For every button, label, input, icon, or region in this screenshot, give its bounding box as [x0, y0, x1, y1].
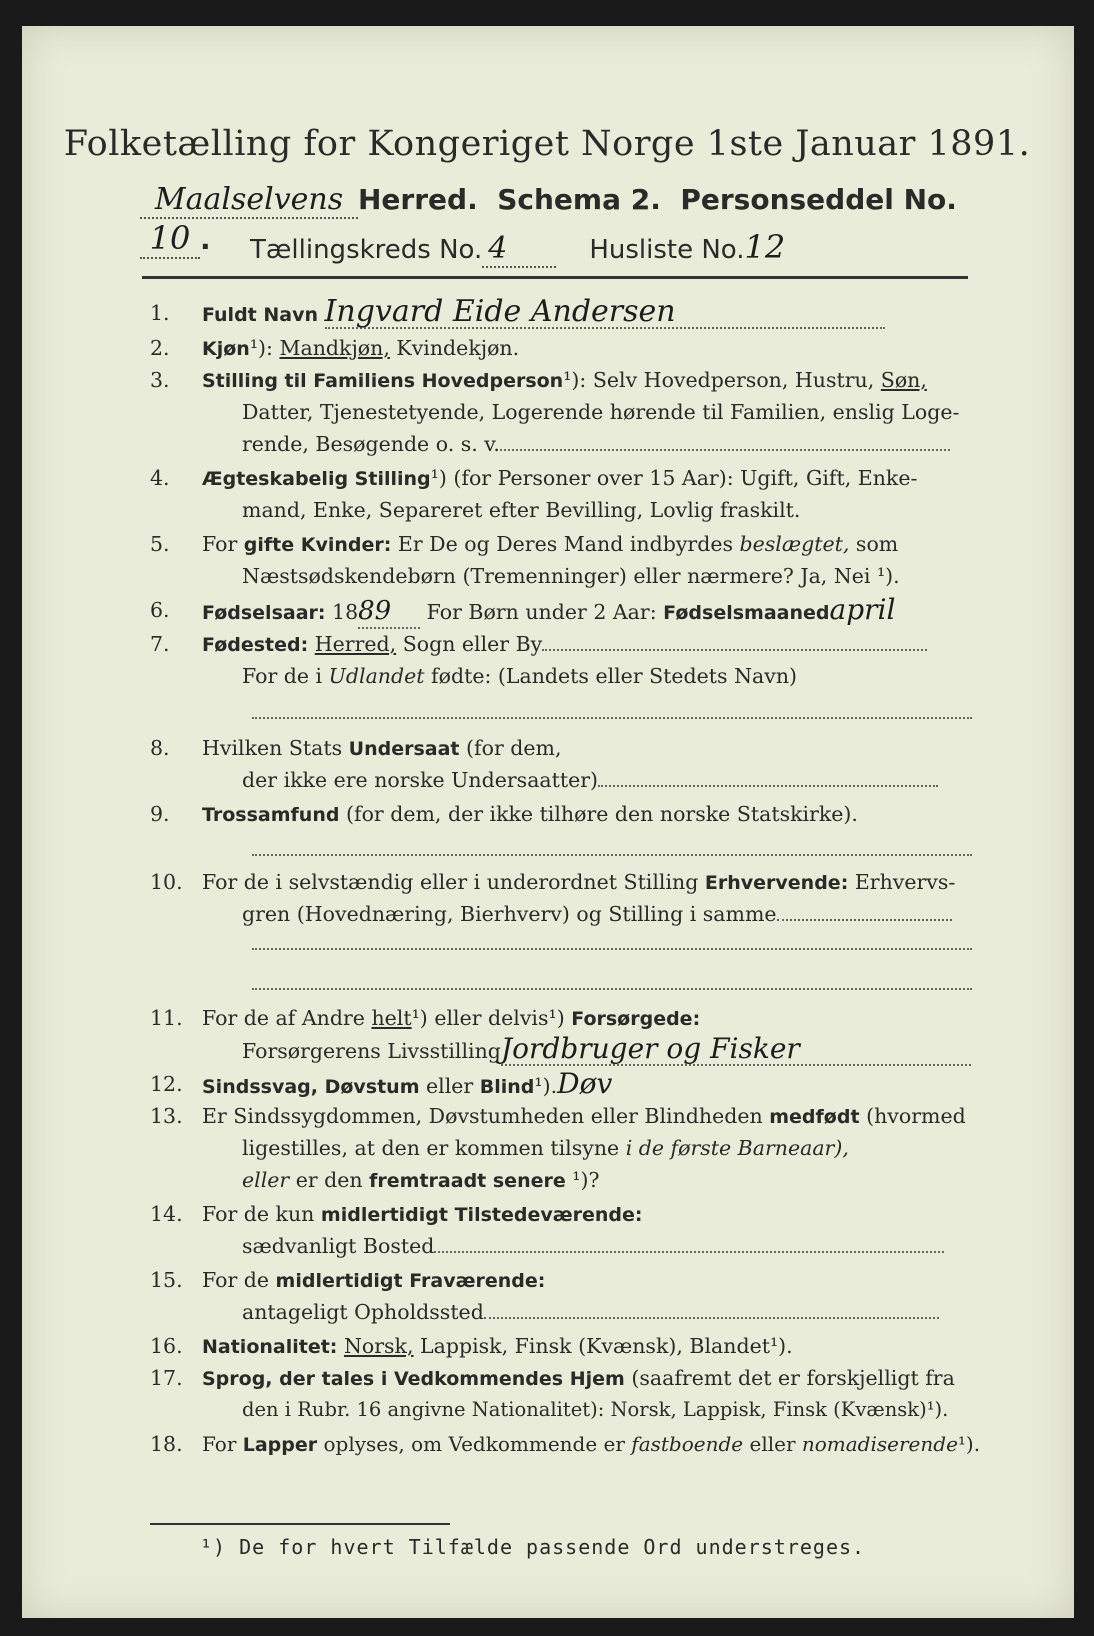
occupation-field[interactable]: [777, 899, 952, 921]
option-son[interactable]: Søn,: [880, 368, 927, 392]
personseddel-label: Personseddel No.: [680, 183, 957, 216]
birthplace-field[interactable]: [542, 629, 927, 651]
item-text: ¹) eller delvis¹): [411, 1006, 565, 1030]
item-text: oplyses, om Vedkommende er: [323, 1432, 625, 1456]
item-label: midlertidigt Tilstedeværende:: [320, 1204, 643, 1226]
item-label: Sprog, der tales i Vedkommendes Hjem: [202, 1368, 625, 1390]
item-label: Ægteskabelig Stilling: [202, 468, 431, 490]
usual-residence-field[interactable]: [434, 1231, 944, 1253]
item-text: Er De og Deres Mand indbyrdes: [397, 532, 733, 556]
item-text: Sogn eller By: [402, 632, 543, 656]
item-number: 14.: [150, 1202, 183, 1226]
item-text: ¹) (for Personer over 15 Aar): Ugift, Gift, Enke-: [430, 466, 918, 490]
item-text: (saafremt det er forskjelligt fra: [631, 1366, 955, 1390]
item-text: For de: [202, 1268, 270, 1292]
item-text: rende, Besøgende o. s. v.: [242, 432, 500, 456]
option-helt[interactable]: helt: [371, 1006, 412, 1030]
footnote-ref: ¹).: [534, 1074, 558, 1098]
item-label: Fødselsaar:: [202, 602, 326, 624]
item-text: i de første Barneaar),: [625, 1136, 849, 1160]
birth-month-field[interactable]: april: [829, 593, 896, 626]
occupation-field-3[interactable]: [252, 986, 972, 990]
item-text: gren (Hovednæring, Bierhverv) og Stilling i samme: [242, 902, 777, 926]
item-text: Næstsødskendebørn (Tremenninger) eller nærmere? Ja, Nei ¹).: [242, 564, 900, 588]
header-rule: [142, 276, 968, 279]
item-label: gifte Kvinder:: [243, 534, 392, 556]
item-text: For: [202, 532, 238, 556]
item-label: Trossamfund: [202, 804, 340, 826]
item-number: 16.: [150, 1334, 183, 1358]
item-text: som: [855, 532, 899, 556]
item-text: fødte: (Landets eller Stedets Navn): [431, 664, 798, 688]
item-text: Hvilken Stats: [202, 736, 343, 760]
item-number: 8.: [150, 736, 170, 760]
item-text: der ikke ere norske Undersaatter): [242, 768, 599, 792]
item-number: 2.: [150, 336, 170, 360]
item-text: Datter, Tjenestetyende, Logerende hørende til Familien, enslig Loge-: [242, 400, 960, 424]
residence-field[interactable]: [484, 1297, 939, 1319]
item-number: 3.: [150, 368, 170, 392]
item-text: Lappisk, Finsk (Kvænsk), Blandet¹).: [420, 1334, 793, 1358]
item-label: Erhvervende:: [704, 872, 849, 894]
item-text: nomadiserende: [801, 1432, 958, 1456]
item-label: fremtraadt senere: [369, 1170, 566, 1192]
footnote-rule: [150, 1523, 450, 1525]
form-title: Folketælling for Kongeriget Norge 1ste Januar 1891.: [63, 124, 1031, 164]
schema-label: Schema 2.: [497, 183, 661, 216]
item-number: 5.: [150, 532, 170, 556]
item-number: 9.: [150, 802, 170, 826]
item-text: (for dem,: [466, 736, 562, 760]
religion-field[interactable]: [252, 852, 972, 856]
herred-label: Herred.: [358, 183, 478, 216]
item-text: ¹): Selv Hovedperson, Hustru,: [563, 368, 875, 392]
personseddel-field[interactable]: 10: [140, 219, 200, 259]
item-number: 15.: [150, 1268, 183, 1292]
option-norsk[interactable]: Norsk,: [343, 1334, 414, 1358]
item-text: ¹)?: [572, 1168, 600, 1192]
item-number: 13.: [150, 1104, 183, 1128]
item-text: mand, Enke, Separeret efter Bevilling, Lovlig fraskilt.: [242, 498, 801, 522]
item-number: 7.: [150, 632, 170, 656]
item-label: Blind: [479, 1076, 535, 1098]
item-text: eller: [242, 1168, 290, 1192]
item-number: 10.: [150, 870, 183, 894]
item-number: 6.: [150, 598, 170, 622]
item-label: Stilling til Familiens Hovedperson: [202, 370, 564, 392]
husliste-field[interactable]: 12: [744, 228, 786, 266]
item-text: For de kun: [202, 1202, 315, 1226]
item-text: For: [202, 1432, 237, 1456]
item-label: Fødested:: [202, 634, 309, 656]
foreign-birthplace-field[interactable]: [252, 715, 972, 719]
option-herred[interactable]: Herred,: [314, 632, 397, 656]
item-text: For de i selvstændig eller i underordnet Stilling: [202, 870, 699, 894]
item-text: ¹).: [957, 1432, 981, 1456]
option-kvindekjon[interactable]: Kvindekjøn.: [396, 336, 520, 360]
item-text: beslægtet,: [739, 532, 850, 556]
disability-field[interactable]: Døv: [557, 1067, 613, 1100]
item-number: 1.: [150, 301, 170, 325]
birth-year-field[interactable]: 89: [358, 595, 420, 629]
citizenship-field[interactable]: [598, 765, 938, 787]
item-label: Nationalitet:: [202, 1336, 338, 1358]
item-number: 12.: [150, 1072, 183, 1096]
item-text: fastboende: [631, 1432, 744, 1456]
item-label: Undersaat: [348, 738, 460, 760]
item-text: eller: [426, 1074, 474, 1098]
item-label: Fuldt Navn: [202, 304, 319, 326]
option-mandkjon[interactable]: Mandkjøn,: [279, 336, 390, 360]
item-text: den i Rubr. 16 angivne Nationalitet): Norsk, Lappisk, Finsk (Kvænsk)¹).: [242, 1398, 949, 1421]
husliste-label: Husliste No.: [589, 235, 745, 265]
footnote: ¹) De for hvert Tilfælde passende Ord understreges.: [200, 1535, 866, 1559]
item-label: medfødt: [769, 1106, 860, 1128]
stilling-field[interactable]: [500, 429, 950, 451]
item-text: Erhvervs-: [854, 870, 956, 894]
item-label: Fødselsmaaned: [663, 602, 830, 624]
item-number: 17.: [150, 1366, 183, 1390]
item-text: (hvormed: [866, 1104, 966, 1128]
provider-occupation-field[interactable]: Jordbruger og Fisker: [501, 1034, 971, 1066]
form-header-line: Maalselvens Herred. Schema 2. Personseddel No.10 .: [140, 182, 970, 259]
item-text: (for dem, der ikke tilhøre den norske Statskirke).: [345, 802, 858, 826]
item-text: ligestilles, at den er kommen tilsyne: [242, 1136, 620, 1160]
item-text: For Børn under 2 Aar:: [426, 600, 657, 624]
item-text: sædvanligt Bosted: [242, 1234, 435, 1258]
item-text: 18: [332, 600, 359, 624]
item-label: Sindssvag, Døvstum: [202, 1076, 420, 1098]
item-number: 18.: [150, 1432, 183, 1456]
item-label: Forsørgede:: [571, 1008, 701, 1030]
footnote-ref: ¹):: [249, 336, 273, 360]
item-number: 11.: [150, 1006, 183, 1030]
item-number: 4.: [150, 466, 170, 490]
item-text: Er Sindssygdommen, Døvstumheden eller Blindheden: [202, 1104, 763, 1128]
item-text: er den: [295, 1168, 363, 1192]
item-label: midlertidigt Fraværende:: [275, 1270, 546, 1292]
kreds-label: Tællingskreds No.: [250, 235, 483, 265]
kreds-line: [250, 228, 950, 268]
item-text: Udlandet: [328, 664, 425, 688]
item-text: Forsørgerens Livsstilling: [242, 1039, 501, 1063]
herred-field[interactable]: Maalselvens: [140, 182, 358, 219]
item-label: Kjøn: [202, 338, 250, 360]
item-text: eller: [749, 1432, 796, 1456]
kreds-field[interactable]: 4: [482, 231, 556, 268]
item-label: Lapper: [242, 1434, 318, 1456]
full-name-field[interactable]: Ingvard Eide Andersen: [325, 297, 885, 329]
occupation-field-2[interactable]: [252, 946, 972, 950]
item-text: For de af Andre: [202, 1006, 365, 1030]
item-text: antageligt Opholdssted: [242, 1300, 484, 1324]
item-text: For de i: [242, 664, 323, 688]
